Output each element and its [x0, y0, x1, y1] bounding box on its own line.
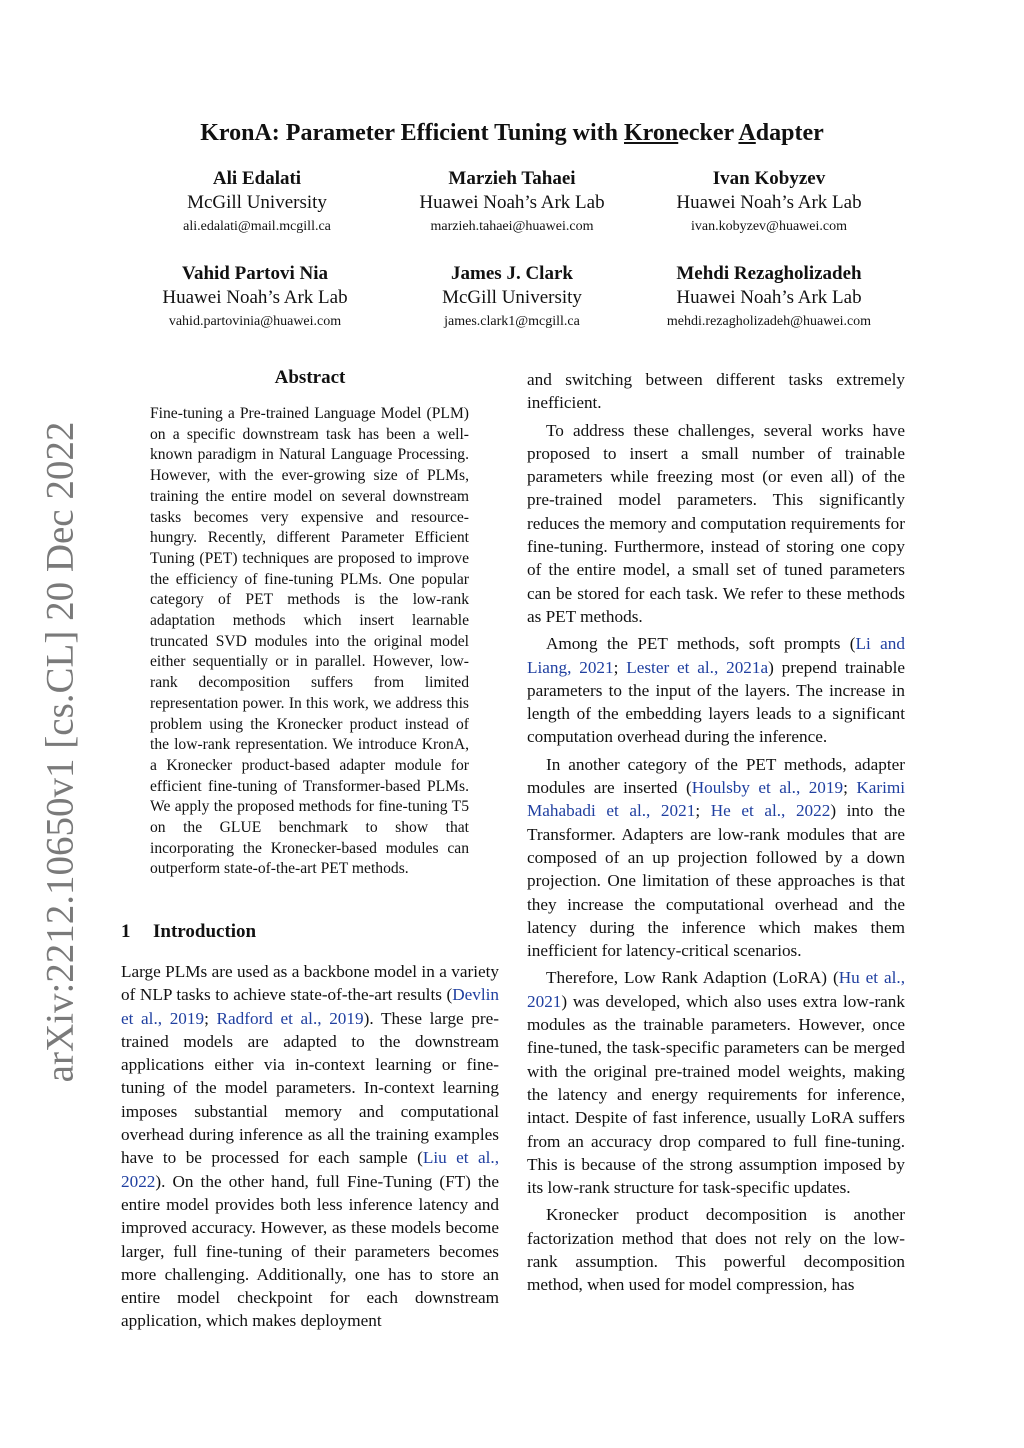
- author-email: vahid.partovinia@huawei.com: [168, 314, 342, 329]
- title-underlined-part: Kron: [624, 120, 679, 146]
- paragraph: and switching between different tasks extremely inefficient.: [527, 370, 905, 413]
- author-block: [372, 167, 652, 239]
- abstract-heading: Abstract: [274, 367, 346, 388]
- citation-link[interactable]: Devlin et al., 2019: [121, 985, 499, 1028]
- text-run: Large PLMs are used as a backbone model in a variety of NLP tasks to achieve state-of-the-art results (: [121, 962, 499, 1005]
- text-run: ;: [613, 657, 627, 677]
- text-run: ;: [204, 1008, 217, 1028]
- text-run: Among the PET methods, soft prompts (: [546, 634, 856, 654]
- left-column: [121, 960, 499, 1333]
- citation-link[interactable]: Karimi Mahabadi et al., 2021: [527, 778, 905, 821]
- author-block: [629, 167, 909, 239]
- section-heading: [121, 921, 256, 943]
- author-name: Mehdi Rezagholizadeh: [676, 263, 862, 284]
- citation-link[interactable]: Hu et al., 2021: [527, 968, 905, 1011]
- paragraph: To address these challenges, several works have proposed to insert a small number of trainable parameters while freezing most (or even all) of the pre-trained model parameters. This significantly reduces the memory and computation requirements for fine-tuning. Furthermore, instead of storing one copy of the entire model, a small set of tuned parameters can be stored for each task. We refer to these methods as PET methods.: [527, 420, 905, 626]
- abstract-body: Fine-tuning a Pre-trained Language Model (PLM) on a specific downstream task has been a well-known paradigm in Natural Language Processing. However, with the ever-growing size of PLMs, training the entire model on several downstream tasks becomes very expensive and resource-hungry. Recently, different Parameter Efficient Tuning (PET) techniques are proposed to improve the efficiency of fine-tuning PLMs. One popular category of PET methods is the low-rank adaptation methods which insert learnable truncated SVD modules into the original model either sequentially or in parallel. However, low-rank decomposition suffers from limited representation power. In this work, we address this problem using the Kronecker product instead of the low-rank representation. We introduce KronA, a Kronecker product-based adapter module for efficient fine-tuning of Transformer-based PLMs. We apply the proposed methods for fine-tuning T5 on the GLUE benchmark to show that incorporating the Kronecker-based modules can outperform state-of-the-art PET methods.: [150, 405, 469, 878]
- text-run: In another category of the PET methods, adapter modules are inserted (: [527, 754, 905, 798]
- text-run: ) into the Transformer. Adapters are low-rank modules that are composed of an up projection followed by a down projection. One limitation of these approaches is that they increase the computational overhead and the latency during the inference which makes them inefficient for latency-critical scenarios.: [527, 801, 905, 961]
- section-title: Introduction: [153, 921, 257, 942]
- text-run: Therefore, Low Rank Adaption (LoRA) (: [546, 968, 839, 988]
- section-number: 1: [121, 921, 131, 942]
- right-column: [527, 368, 905, 1297]
- author-email: james.clark1@mcgill.ca: [444, 314, 580, 329]
- paragraph: Kronecker product decomposition is another factorization method that does not rely on the low-rank assumption. This powerful decomposition method, when used for model compression, has: [527, 1205, 905, 1295]
- citation-link[interactable]: Li and Liang, 2021: [527, 634, 905, 677]
- author-name: Marzieh Tahaei: [448, 168, 576, 189]
- author-block: [629, 262, 909, 334]
- citation-link[interactable]: Houlsby et al., 2019: [691, 778, 844, 798]
- title-part: ecker: [678, 120, 739, 146]
- author-email: mehdi.rezagholizadeh@huawei.com: [666, 314, 872, 329]
- paragraph: [527, 753, 905, 963]
- author-affiliation: Huawei Noah’s Ark Lab: [676, 287, 862, 308]
- author-block: [372, 262, 652, 334]
- author-email: ivan.kobyzev@huawei.com: [691, 219, 847, 234]
- citation-link[interactable]: Lester et al., 2021a: [626, 657, 769, 677]
- text-run: ;: [695, 801, 711, 821]
- author-affiliation: Huawei Noah’s Ark Lab: [162, 287, 348, 308]
- title-part: KronA: Parameter Efficient Tuning with: [200, 120, 624, 146]
- paragraph: [527, 966, 905, 1199]
- author-name: Ivan Kobyzev: [712, 168, 826, 189]
- author-block: [117, 167, 397, 239]
- citation-link[interactable]: He et al., 2022: [710, 801, 831, 821]
- author-name: James J. Clark: [451, 263, 573, 284]
- author-block: [115, 262, 395, 334]
- arxiv-identifier-stamp: arXiv:2212.10650v1 [cs.CL] 20 Dec 2022: [38, 421, 82, 1083]
- author-affiliation: Huawei Noah’s Ark Lab: [676, 192, 862, 213]
- text-run: ;: [843, 778, 857, 798]
- intro-paragraph: [121, 960, 499, 1333]
- citation-link[interactable]: Liu et al., 2022: [121, 1148, 499, 1191]
- author-email: ali.edalati@mail.mcgill.ca: [183, 219, 331, 234]
- author-affiliation: McGill University: [442, 287, 582, 308]
- author-affiliation: McGill University: [187, 192, 327, 213]
- author-name: Ali Edalati: [212, 168, 302, 189]
- author-name: Vahid Partovi Nia: [181, 263, 329, 284]
- text-run: ). On the other hand, full Fine-Tuning (FT) the entire model provides both less inference latency and improved accuracy. However, as these models become larger, full fine-tuning of their parameters becomes more challenging. Additionally, one has to store an entire model checkpoint for each downstream application, which makes deployment: [121, 1171, 499, 1331]
- title-part: dapter: [755, 120, 824, 146]
- citation-link[interactable]: Radford et al., 2019: [216, 1008, 364, 1028]
- text-run: ). These large pre-trained models are adapted to the downstream applications either via in-context learning or fine-tuning of the model parameters. In-context learning imposes substantial memory and computational overhead during inference as all the training examples have to be processed for each sample (: [121, 1008, 500, 1168]
- text-run: ) was developed, which also uses extra low-rank modules as the trainable parameters. However, once fine-tuned, the task-specific parameters can be merged with the original pre-trained model weights, making the latency and energy requirements for inference, intact. Despite of fast inference, usually LoRA suffers from an accuracy drop compared to full fine-tuning. This is because of the strong assumption imposed by its low-rank structure for task-specific updates.: [527, 991, 905, 1198]
- title-underlined-part: A: [738, 120, 756, 146]
- paragraph: [527, 632, 905, 748]
- author-email: marzieh.tahaei@huawei.com: [430, 219, 594, 234]
- text-run: ) prepend trainable parameters to the input of the layers. The increase in length of the embedding layers leads to a significant computation overhead during the inference.: [527, 657, 905, 747]
- paper-title: [0, 120, 1024, 147]
- author-affiliation: Huawei Noah’s Ark Lab: [419, 192, 605, 213]
